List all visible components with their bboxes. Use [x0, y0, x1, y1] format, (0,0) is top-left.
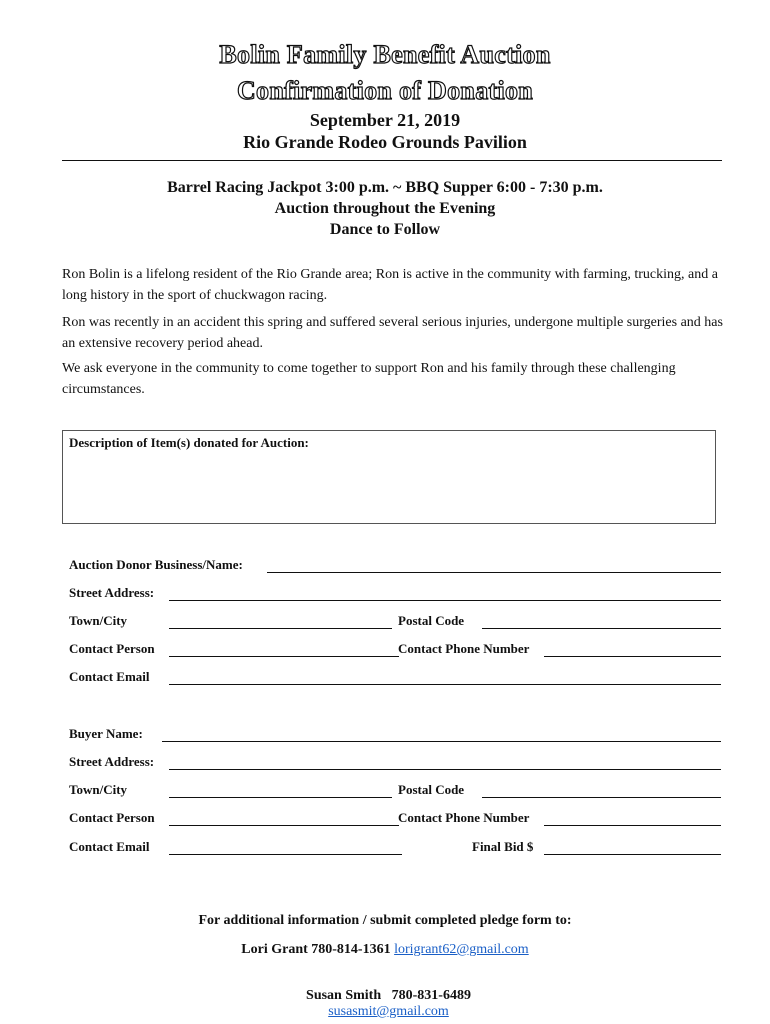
buyer-phone-label: Contact Phone Number: [398, 810, 530, 825]
lori-name-phone: Lori Grant 780-814-1361: [241, 942, 391, 957]
buyer-phone-field[interactable]: [544, 825, 721, 826]
donor-postal-field[interactable]: [482, 628, 721, 629]
donor-postal-label: Postal Code: [398, 613, 465, 628]
buyer-street-field[interactable]: [169, 769, 721, 770]
footer-contact-susan: [0, 972, 770, 1020]
donor-town-field[interactable]: [169, 628, 392, 629]
footer-contact-lori: [0, 942, 770, 958]
buyer-town-label: Town/City: [69, 782, 128, 797]
appeal-paragraph: We ask everyone in the community to come together to support Ron and his family through these challenging circumstances.: [62, 361, 676, 397]
form-title: Bolin Family Benefit Auction: [219, 40, 551, 69]
buyer-name-label: Buyer Name:: [69, 726, 143, 741]
accident-paragraph: Ron was recently in an accident this spring and suffered several serious injuries, undergone multiple surgeries and has an extensive recovery period ahead.: [62, 315, 723, 351]
donor-email-field[interactable]: [169, 684, 721, 685]
buyer-town-field[interactable]: [169, 797, 392, 798]
event-schedule: Barrel Racing Jackpot 3:00 p.m. ~ BBQ Supper 6:00 - 7:30 p.m.: [167, 179, 603, 196]
lori-email-link[interactable]: lorigrant62@gmail.com: [394, 942, 529, 957]
donor-name-field[interactable]: [267, 572, 721, 573]
donor-name-label: Auction Donor Business/Name:: [69, 557, 243, 572]
final-bid-field[interactable]: [544, 854, 721, 855]
footer-info: For additional information / submit completed pledge form to:: [198, 913, 572, 928]
donor-street-field[interactable]: [169, 600, 721, 601]
buyer-email-label: Contact Email: [69, 839, 150, 854]
event-dance: Dance to Follow: [329, 221, 441, 238]
event-auction: Auction throughout the Evening: [274, 200, 496, 217]
donor-contact-label: Contact Person: [69, 641, 155, 656]
buyer-street-label: Street Address:: [69, 754, 155, 769]
susan-name-phone: Susan Smith 780-831-6489: [306, 988, 471, 1003]
donor-town-label: Town/City: [69, 613, 128, 628]
form-subtitle: Confirmation of Donation: [236, 76, 534, 105]
buyer-contact-field[interactable]: [169, 825, 399, 826]
final-bid-label: Final Bid $: [472, 839, 534, 854]
buyer-name-field[interactable]: [162, 741, 721, 742]
event-venue: Rio Grande Rodeo Grounds Pavilion: [243, 132, 527, 152]
buyer-postal-field[interactable]: [482, 797, 721, 798]
intro-paragraph: Ron Bolin is a lifelong resident of the Rio Grande area; Ron is active in the community with farming, trucking, and a long history in the sport of chuckwagon racing.: [62, 267, 718, 303]
buyer-email-field[interactable]: [169, 854, 402, 855]
donor-contact-field[interactable]: [169, 656, 399, 657]
donor-street-label: Street Address:: [69, 585, 155, 600]
buyer-contact-label: Contact Person: [69, 810, 155, 825]
donation-description-label: Description of Item(s) donated for Auction:: [69, 435, 309, 450]
donation-description-box[interactable]: [62, 430, 716, 524]
susan-email-link[interactable]: susasmit@gmail.com: [328, 1004, 449, 1019]
donor-phone-field[interactable]: [544, 656, 721, 657]
buyer-postal-label: Postal Code: [398, 782, 465, 797]
donor-phone-label: Contact Phone Number: [398, 641, 530, 656]
header-divider: [62, 160, 722, 161]
donor-email-label: Contact Email: [69, 669, 150, 684]
event-date: September 21, 2019: [309, 110, 461, 130]
